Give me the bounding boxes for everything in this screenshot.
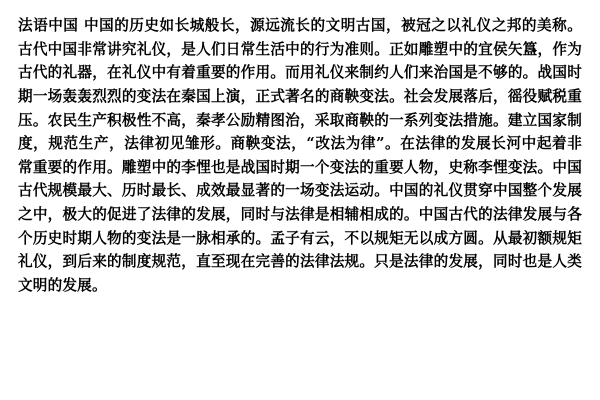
article-body-text: 法语中国 中国的历史如长城般长，源远流长的文明古国，被冠之以礼仪之邦的美称。古代中国非常讲究礼仪，是人们日常生活中的行为准则。正如雕塑中的宜侯矢簋，作为古代的礼器，在礼仪中有着重要的作用。而用礼仪来制约人们来治国是不够的。战国时期一场轰轰烈烈的变法在秦国上演，正式著名的商鞅变法。社会发展落后，徭役赋税重压。农民生产积极性不高，秦孝公励精图治，采取商鞅的一系列变法措施。建立国家制度，规范生产，法律初见雏形。商鞅变法，“改法为律”。在法律的发展长河中起着非常重要的作用。雕塑中的李悝也是战国时期一个变法的重要人物，史称李悝变法。中国古代规模最大、历时最长、成效最显著的一场变法运动。中国的礼仪贯穿中国整个发展之中，极大的促进了法律的发展，同时与法律是相辅相成的。中国古代的法律发展与各个历史时期人物的变法是一脉相承的。孟子有云，不以规矩无以成方圆。从最初额规矩礼仪，到后来的制度规范，直至现在完善的法律法规。只是法律的发展，同时也是人类文明的发展。 (18, 17, 582, 295)
